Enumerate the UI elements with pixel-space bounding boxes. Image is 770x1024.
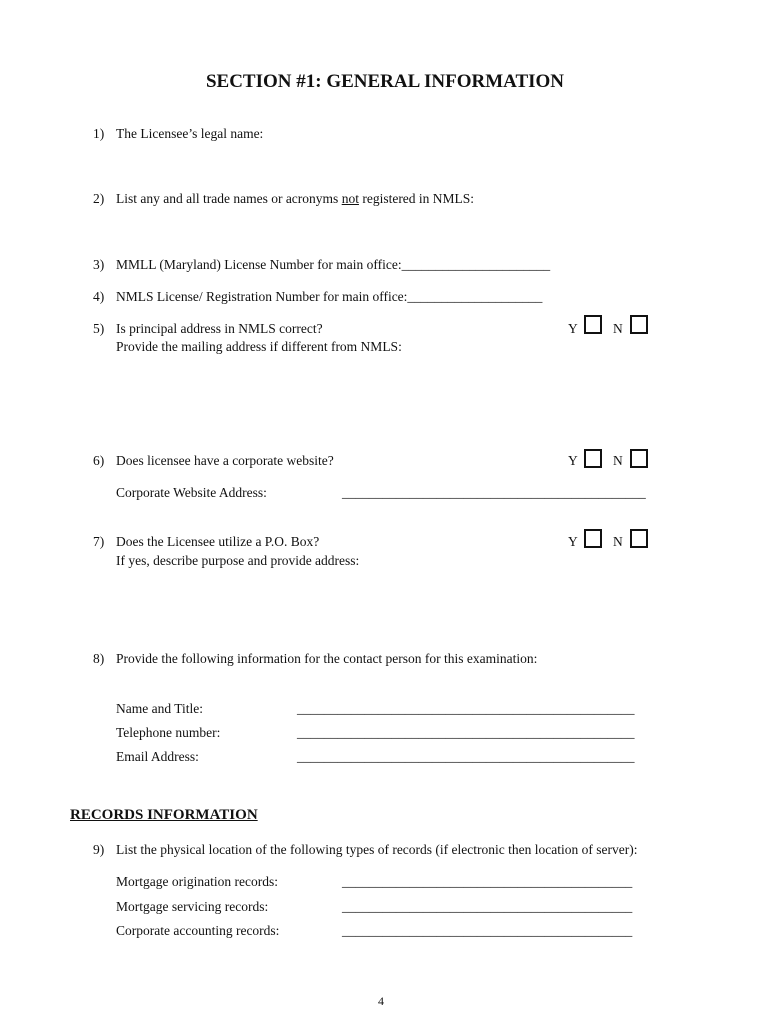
contact-email-label: Email Address: bbox=[116, 749, 199, 764]
contact-telephone-field[interactable]: __________________________________________________ bbox=[297, 725, 635, 740]
question-5-text: Is principal address in NMLS correct? bbox=[116, 321, 323, 336]
question-6-text: Does licensee have a corporate website? bbox=[116, 453, 334, 468]
question-7-no-label: N bbox=[613, 534, 623, 549]
question-5-no-checkbox[interactable] bbox=[630, 315, 648, 334]
question-7-yes-label: Y bbox=[568, 534, 578, 549]
servicing-records-field[interactable]: ___________________________________________ bbox=[342, 899, 633, 914]
question-5-number: 5) bbox=[93, 321, 105, 336]
question-6-no-label: N bbox=[613, 453, 623, 468]
origination-records-field[interactable]: ___________________________________________ bbox=[342, 874, 633, 889]
question-6-yes-label: Y bbox=[568, 453, 578, 468]
question-6-no-checkbox[interactable] bbox=[630, 449, 648, 468]
question-5-no-label: N bbox=[613, 321, 623, 336]
question-6-number: 6) bbox=[93, 453, 105, 468]
question-9-number: 9) bbox=[93, 842, 105, 857]
question-6-yes-checkbox[interactable] bbox=[584, 449, 602, 468]
question-8-text: Provide the following information for the contact person for this examination: bbox=[116, 651, 538, 666]
contact-email-field[interactable]: __________________________________________________ bbox=[297, 749, 635, 764]
question-7-yes-checkbox[interactable] bbox=[584, 529, 602, 548]
contact-telephone-label: Telephone number: bbox=[116, 725, 221, 740]
question-1-number: 1) bbox=[93, 126, 105, 141]
website-address-label: Corporate Website Address: bbox=[116, 485, 267, 500]
question-5-yes-checkbox[interactable] bbox=[584, 315, 602, 334]
question-2-number: 2) bbox=[93, 191, 105, 206]
question-4-text: NMLS License/ Registration Number for main office:____________________ bbox=[116, 289, 543, 304]
question-4-number: 4) bbox=[93, 289, 105, 304]
question-2-text: List any and all trade names or acronyms not registered in NMLS: bbox=[116, 191, 475, 206]
servicing-records-label: Mortgage servicing records: bbox=[116, 899, 269, 914]
contact-name-title-field[interactable]: __________________________________________________ bbox=[297, 701, 635, 716]
question-5-subtext: Provide the mailing address if different from NMLS: bbox=[116, 339, 402, 354]
question-7-subtext: If yes, describe purpose and provide address: bbox=[116, 553, 360, 568]
website-address-field[interactable]: _____________________________________________ bbox=[342, 485, 646, 500]
contact-name-title-label: Name and Title: bbox=[116, 701, 203, 716]
question-7-no-checkbox[interactable] bbox=[630, 529, 648, 548]
question-8-number: 8) bbox=[93, 651, 105, 666]
question-1-text: The Licensee’s legal name: bbox=[116, 126, 264, 141]
question-3-number: 3) bbox=[93, 257, 105, 272]
question-7-text: Does the Licensee utilize a P.O. Box? bbox=[116, 534, 320, 549]
accounting-records-label: Corporate accounting records: bbox=[116, 923, 280, 938]
accounting-records-field[interactable]: ___________________________________________ bbox=[342, 923, 633, 938]
question-3-text: MMLL (Maryland) License Number for main office:______________________ bbox=[116, 257, 551, 272]
question-9-text: List the physical location of the following types of records (if electronic then location of server): bbox=[116, 842, 638, 857]
question-7-number: 7) bbox=[93, 534, 105, 549]
origination-records-label: Mortgage origination records: bbox=[116, 874, 278, 889]
records-information-heading: RECORDS INFORMATION bbox=[70, 807, 258, 823]
page-number: 4 bbox=[378, 994, 384, 1008]
question-5-yes-label: Y bbox=[568, 321, 578, 336]
page-title: SECTION #1: GENERAL INFORMATION bbox=[205, 71, 565, 92]
